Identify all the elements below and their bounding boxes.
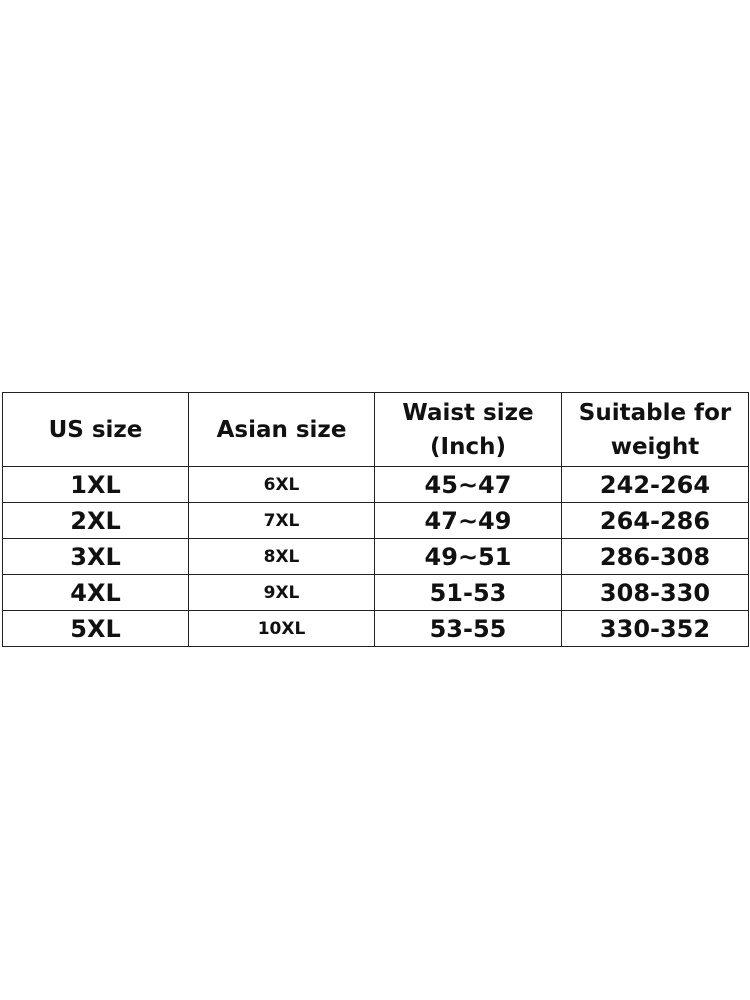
us-size-cell: 2XL — [3, 503, 189, 539]
header-suitable-weight-line-2: weight — [610, 433, 700, 460]
table-row — [3, 611, 749, 647]
header-us-size-line-1: US size — [48, 416, 143, 443]
waist-size-cell: 47~49 — [375, 503, 562, 539]
header-asian-size-line-1: Asian size — [216, 416, 347, 443]
waist-size-cell: 51-53 — [375, 575, 562, 611]
header-waist-size — [375, 393, 562, 467]
us-size-cell: 4XL — [3, 575, 189, 611]
us-size-cell: 3XL — [3, 539, 189, 575]
header-row — [3, 393, 749, 467]
asian-size-cell: 9XL — [189, 575, 375, 611]
weight-cell: 286-308 — [562, 539, 749, 575]
weight-cell: 308-330 — [562, 575, 749, 611]
table-row — [3, 575, 749, 611]
header-asian-size — [189, 393, 375, 467]
table-row — [3, 539, 749, 575]
asian-size-cell: 6XL — [189, 467, 375, 503]
header-us-size — [3, 393, 189, 467]
header-suitable-weight-line-1: Suitable for — [578, 399, 732, 426]
weight-cell: 264-286 — [562, 503, 749, 539]
weight-cell: 330-352 — [562, 611, 749, 647]
header-suitable-weight — [562, 393, 749, 467]
waist-size-cell: 53-55 — [375, 611, 562, 647]
waist-size-cell: 49~51 — [375, 539, 562, 575]
table-row — [3, 467, 749, 503]
us-size-cell: 1XL — [3, 467, 189, 503]
asian-size-cell: 7XL — [189, 503, 375, 539]
header-waist-size-line-2: (Inch) — [430, 433, 506, 460]
size-chart-table — [2, 392, 749, 647]
table-row — [3, 503, 749, 539]
us-size-cell: 5XL — [3, 611, 189, 647]
weight-cell: 242-264 — [562, 467, 749, 503]
asian-size-cell: 10XL — [189, 611, 375, 647]
waist-size-cell: 45~47 — [375, 467, 562, 503]
asian-size-cell: 8XL — [189, 539, 375, 575]
header-waist-size-line-1: Waist size — [402, 399, 534, 426]
